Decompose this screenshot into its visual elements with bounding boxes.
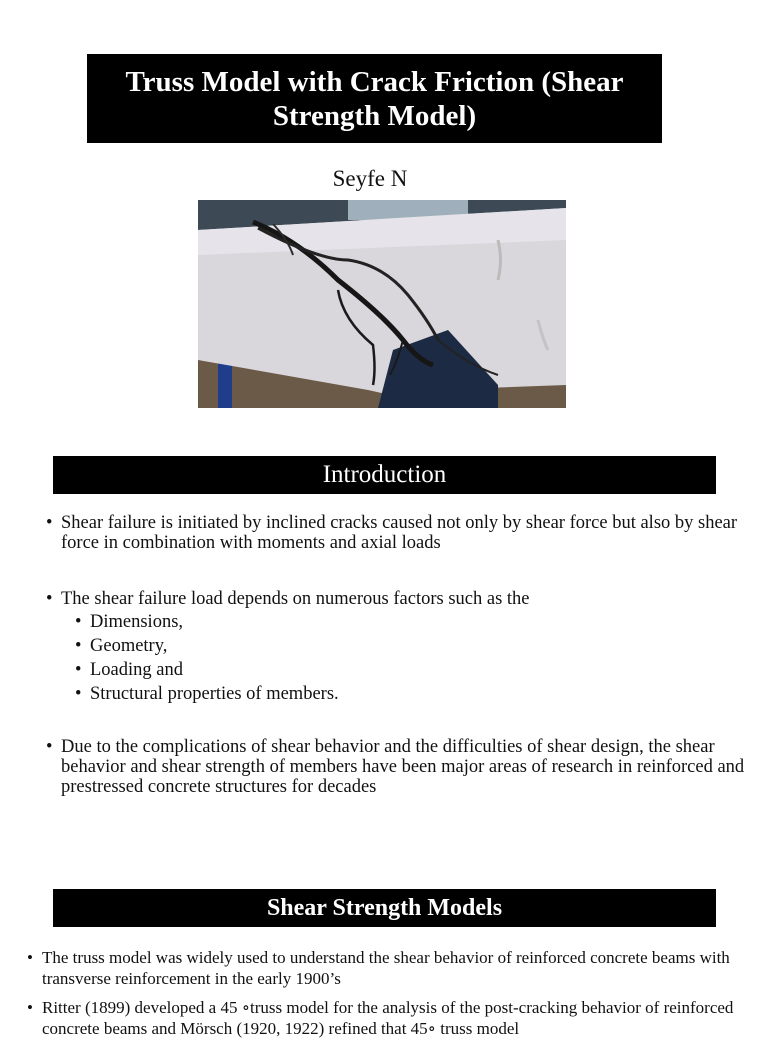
document-title — [87, 54, 662, 143]
bullet-icon: • — [46, 737, 53, 757]
sub-bullet-structural-properties — [75, 684, 339, 704]
models-bullet-ritter — [27, 997, 762, 1039]
bullet-text: Due to the complications of shear behavior and the difficulties of shear design, the shear behavior and shear strength of members have been major areas of research in reinforced and prestressed concrete structures for decades — [61, 737, 745, 797]
sub-bullet-geometry — [75, 636, 168, 656]
section-heading-introduction — [53, 456, 716, 494]
sub-bullet-text: Geometry, — [90, 636, 168, 656]
beam-crack-image — [198, 200, 566, 408]
sub-bullet-dimensions — [75, 612, 184, 632]
sub-bullet-loading — [75, 660, 183, 680]
models-bullet-truss-model — [27, 947, 742, 989]
bullet-text: Shear failure is initiated by inclined cracks caused not only by shear force but also by shear force in combination with moments and axial loads — [61, 513, 738, 553]
bullet-icon: • — [75, 636, 82, 656]
bullet-icon: • — [27, 998, 33, 1017]
intro-bullet-complications — [46, 737, 751, 797]
bullet-icon: • — [27, 948, 33, 967]
models-heading-text: Shear Strength Models — [266, 894, 503, 921]
author-name: Seyfe N — [332, 166, 408, 191]
sub-bullet-text: Dimensions, — [90, 612, 184, 632]
section-heading-shear-strength-models — [53, 889, 716, 927]
title-text: Truss Model with Crack Friction (Shear Strength Model) — [125, 65, 624, 132]
sub-bullet-text: Loading and — [90, 660, 183, 680]
bullet-text: The truss model was widely used to understand the shear behavior of reinforced concrete beams with transverse reinforcement in the early 1900’s — [42, 948, 730, 988]
sub-bullet-text: Structural properties of members. — [90, 684, 339, 704]
bullet-icon: • — [75, 660, 82, 680]
bullet-icon: • — [75, 684, 82, 704]
intro-bullet-failure-load — [46, 589, 751, 609]
beam-crack-photo — [198, 200, 566, 408]
bullet-text: The shear failure load depends on numerous factors such as the — [61, 589, 530, 609]
intro-heading-text: Introduction — [322, 461, 447, 488]
bullet-icon: • — [75, 612, 82, 632]
intro-bullet-shear-failure — [46, 513, 751, 553]
bullet-icon: • — [46, 589, 53, 609]
bullet-icon: • — [46, 513, 53, 533]
bullet-text: Ritter (1899) developed a 45 ∘truss model for the analysis of the post-cracking behavior of reinforced concrete beams and Mörsch (1920, 1922) refined that 45∘ truss model — [42, 998, 734, 1038]
